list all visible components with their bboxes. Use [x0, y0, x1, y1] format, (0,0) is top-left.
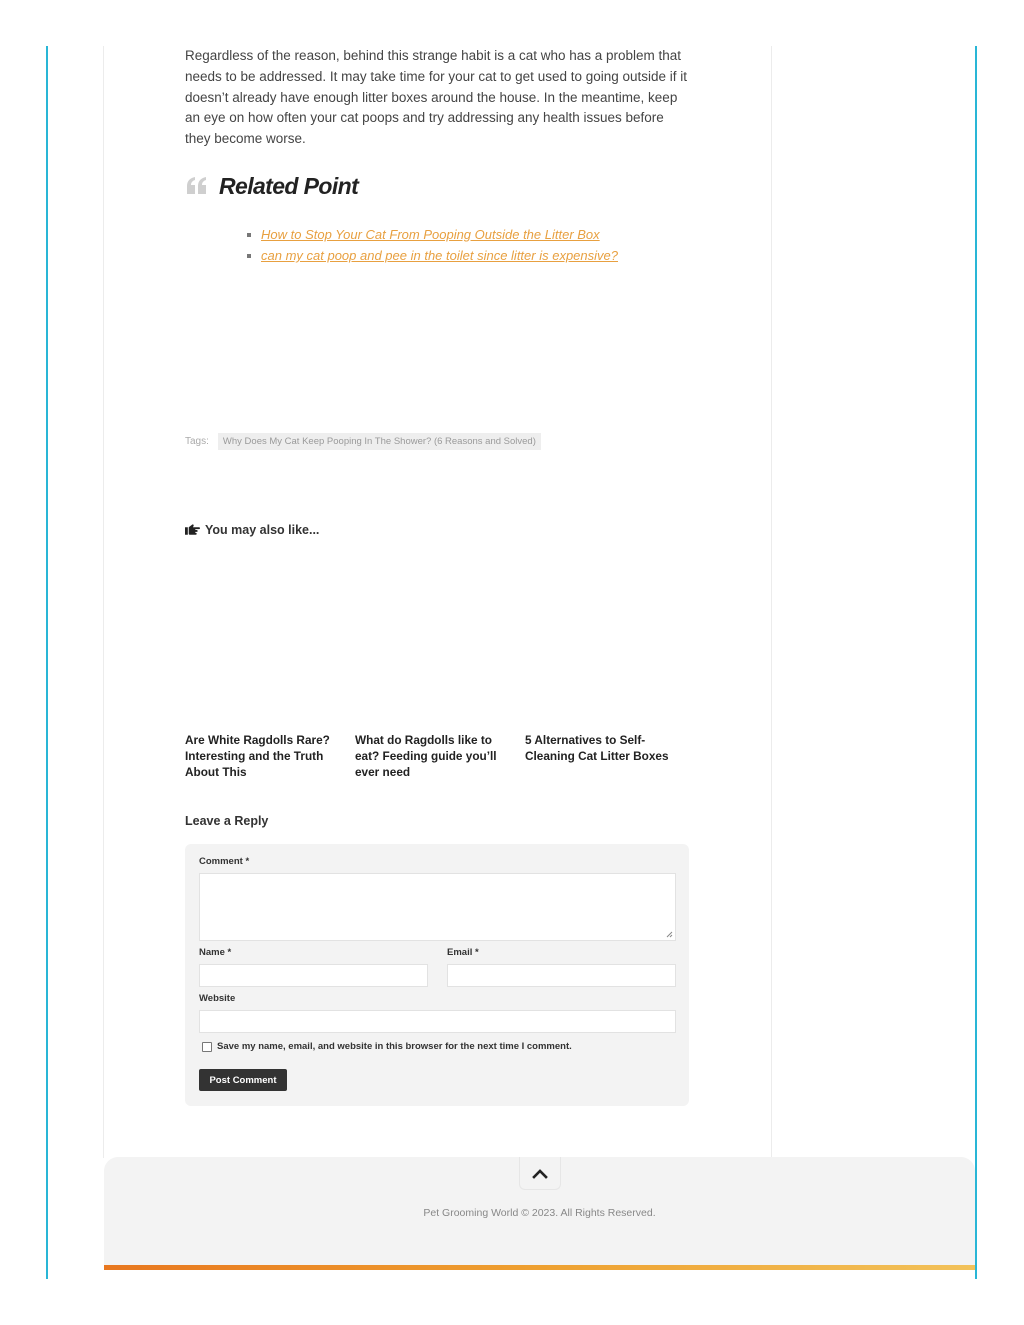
quote-icon [185, 174, 209, 198]
related-point-heading [185, 170, 358, 202]
related-point-title: Related Point [219, 172, 359, 199]
comment-form [185, 844, 689, 1106]
content-left-divider [103, 46, 104, 1158]
tag-link[interactable]: Why Does My Cat Keep Pooping In The Shower? (6 Reasons and Solved) [218, 433, 541, 450]
email-label: Email * [447, 947, 479, 958]
leave-reply-title: Leave a Reply [185, 814, 269, 828]
back-to-top-button[interactable] [519, 1157, 561, 1190]
footer-accent-bar [104, 1265, 975, 1270]
article-paragraph: Regardless of the reason, behind this strange habit is a cat who has a problem that needs to be addressed. It may take time for your cat to get used to going outside if it doesn’t already have enough litter boxes around the house. In the meantime, keep an eye on how often your cat poops and try addressing any health issues before they become worse. [185, 48, 688, 147]
comment-label: Comment * [199, 856, 250, 867]
chevron-up-icon [532, 1167, 548, 1179]
related-posts-grid [185, 732, 689, 780]
resize-grip-icon[interactable] [666, 931, 673, 938]
copyright-text: Pet Grooming World © 2023. All Rights Reserved. [423, 1207, 656, 1219]
frame-right-border [975, 46, 977, 1279]
article-main [185, 46, 689, 1086]
name-label: Name * [199, 947, 232, 958]
you-may-also-like-label: You may also like... [205, 523, 320, 537]
related-link[interactable]: can my cat poop and pee in the toilet since litter is expensive? [261, 248, 618, 263]
tags-row [185, 433, 541, 450]
hand-pointing-icon [185, 524, 200, 536]
list-item [247, 245, 618, 266]
related-links-list [247, 224, 618, 266]
website-label: Website [199, 993, 236, 1004]
bullet-icon [247, 233, 251, 237]
bullet-icon [247, 254, 251, 258]
related-post-title[interactable]: Are White Ragdolls Rare? Interesting and the Truth About This [185, 733, 330, 779]
email-field[interactable] [447, 964, 676, 987]
sidebar-divider [771, 46, 772, 1158]
tags-label: Tags: [185, 436, 209, 447]
you-may-also-like-heading [185, 523, 319, 537]
site-footer [104, 1157, 975, 1267]
website-field[interactable] [199, 1010, 676, 1033]
save-info-label: Save my name, email, and website in this browser for the next time I comment. [217, 1041, 572, 1052]
save-info-row [202, 1041, 572, 1052]
list-item [247, 224, 618, 245]
related-link[interactable]: How to Stop Your Cat From Pooping Outside the Litter Box [261, 227, 600, 242]
comment-textarea[interactable] [199, 873, 676, 941]
related-post-title[interactable]: What do Ragdolls like to eat? Feeding guide you’ll ever need [355, 733, 497, 779]
save-info-checkbox[interactable] [202, 1042, 212, 1052]
name-field[interactable] [199, 964, 428, 987]
frame-left-border [46, 46, 48, 1279]
related-post-title[interactable]: 5 Alternatives to Self-Cleaning Cat Litter Boxes [525, 733, 669, 763]
post-comment-button[interactable]: Post Comment [199, 1069, 287, 1091]
